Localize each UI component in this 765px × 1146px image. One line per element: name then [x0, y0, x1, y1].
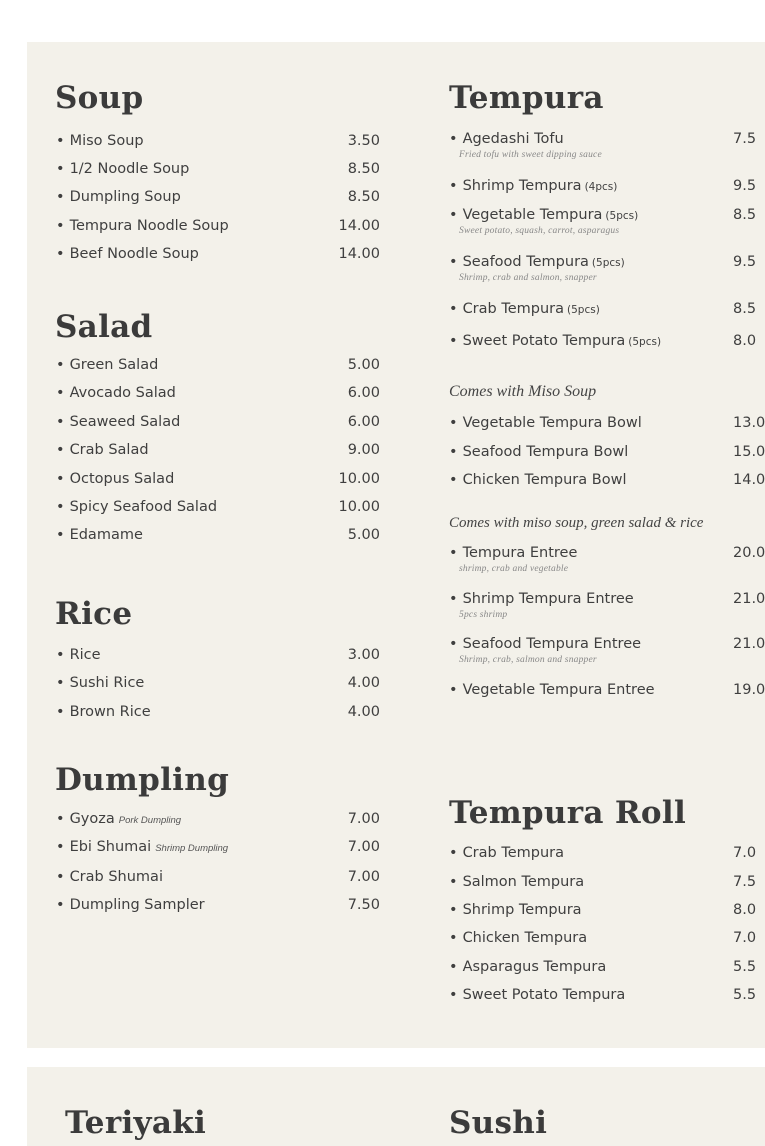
bullet-mark: •	[56, 704, 65, 720]
item-description: Shrimp, crab, salmon and snapper	[459, 655, 597, 665]
tempura-roll-heading: Tempura Roll	[449, 795, 687, 831]
menu-item	[449, 131, 564, 147]
bullet-mark: •	[56, 357, 65, 373]
item-price: 8.5	[733, 301, 757, 317]
item-price: 9.5	[733, 178, 757, 194]
item-name: Tempura Entree	[462, 545, 578, 561]
item-name: Vegetable Tempura Bowl	[462, 415, 642, 431]
bullet-mark: •	[449, 207, 458, 223]
menu-item	[449, 636, 641, 652]
item-name: Dumpling Soup	[69, 189, 181, 205]
item-price: 5.5	[733, 959, 757, 975]
menu-item	[56, 471, 174, 487]
item-price: 7.0	[733, 930, 757, 946]
item-price: 14.00	[338, 218, 380, 234]
bullet-mark: •	[449, 845, 458, 861]
menu-item	[449, 207, 638, 223]
bullet-mark: •	[56, 811, 65, 827]
item-price: 20.0	[733, 545, 765, 561]
menu-item	[449, 845, 564, 861]
bullet-mark: •	[56, 161, 65, 177]
item-name: Shrimp Tempura	[462, 178, 582, 194]
menu-item	[56, 897, 205, 913]
item-name: Shrimp Tempura	[462, 902, 582, 918]
item-price: 14.0	[733, 472, 765, 488]
menu-item	[449, 444, 628, 460]
item-name: Gyoza	[69, 811, 115, 827]
item-price: 5.00	[347, 357, 380, 373]
menu-item	[449, 415, 642, 431]
bullet-mark: •	[449, 254, 458, 270]
menu-item	[449, 333, 661, 349]
bullet-mark: •	[56, 442, 65, 458]
bullet-mark: •	[449, 902, 458, 918]
bullet-mark: •	[56, 218, 65, 234]
item-description: Sweet potato, squash, carrot, asparagus	[459, 226, 620, 236]
item-quantity: (5pcs)	[591, 257, 625, 269]
item-name: Dumpling Sampler	[69, 897, 205, 913]
item-name: Sushi Rice	[69, 675, 145, 691]
item-name: Seaweed Salad	[69, 414, 181, 430]
menu-item	[449, 178, 617, 194]
menu-item	[449, 472, 626, 488]
item-name: Crab Shumai	[69, 869, 163, 885]
item-name: Agedashi Tofu	[462, 131, 564, 147]
item-price: 3.00	[347, 647, 380, 663]
item-name: Crab Tempura	[462, 845, 565, 861]
item-name: Vegetable Tempura	[462, 207, 603, 223]
salad-heading: Salad	[55, 309, 153, 345]
item-price: 15.0	[733, 444, 765, 460]
menu-item	[449, 591, 634, 607]
item-price: 4.00	[347, 675, 380, 691]
entrees-subtitle: Comes with miso soup, green salad & rice	[449, 515, 704, 531]
bullet-mark: •	[56, 527, 65, 543]
item-price: 7.0	[733, 845, 757, 861]
item-price: 7.5	[733, 131, 757, 147]
item-price: 14.00	[338, 246, 380, 262]
item-price: 21.0	[733, 636, 765, 652]
menu-item	[56, 647, 101, 663]
item-price: 9.5	[733, 254, 757, 270]
item-price: 4.00	[347, 704, 380, 720]
item-name: Tempura Noodle Soup	[69, 218, 229, 234]
item-description: 5pcs shrimp	[459, 610, 508, 620]
menu-item	[449, 987, 625, 1003]
item-price: 8.0	[733, 333, 757, 349]
menu-item	[449, 930, 587, 946]
item-price: 7.5	[733, 874, 757, 890]
item-name: Brown Rice	[69, 704, 151, 720]
menu-item	[56, 839, 228, 855]
item-name: Seafood Tempura Entree	[462, 636, 642, 652]
bullet-mark: •	[449, 874, 458, 890]
item-name: Avocado Salad	[69, 385, 176, 401]
item-name: Green Salad	[69, 357, 159, 373]
bullet-mark: •	[56, 385, 65, 401]
item-name: 1/2 Noodle Soup	[69, 161, 190, 177]
item-price: 9.00	[347, 442, 380, 458]
bullet-mark: •	[449, 959, 458, 975]
item-price: 10.00	[338, 499, 380, 515]
menu-item	[56, 133, 144, 149]
item-description: shrimp, crab and vegetable	[459, 564, 569, 574]
item-name: Rice	[69, 647, 101, 663]
item-name: Crab Salad	[69, 442, 149, 458]
item-price: 10.00	[338, 471, 380, 487]
menu-item	[449, 874, 584, 890]
tempura-heading: Tempura	[449, 80, 604, 116]
bullet-mark: •	[56, 675, 65, 691]
item-price: 6.00	[347, 414, 380, 430]
bullet-mark: •	[449, 131, 458, 147]
item-price: 5.5	[733, 987, 757, 1003]
menu-item	[56, 218, 229, 234]
item-description: Fried tofu with sweet dipping sauce	[459, 150, 602, 160]
menu-item	[56, 414, 180, 430]
bullet-mark: •	[449, 930, 458, 946]
item-price: 5.00	[347, 527, 380, 543]
teriyaki-heading: Teriyaki	[65, 1105, 207, 1141]
menu-item	[56, 704, 151, 720]
item-price: 6.00	[347, 385, 380, 401]
menu-item	[56, 385, 176, 401]
bullet-mark: •	[56, 647, 65, 663]
bullet-mark: •	[449, 333, 458, 349]
item-price: 8.5	[733, 207, 757, 223]
menu-item	[56, 869, 163, 885]
item-name: Asparagus Tempura	[462, 959, 607, 975]
item-name: Crab Tempura	[462, 301, 565, 317]
bullet-mark: •	[449, 591, 458, 607]
bullet-mark: •	[56, 246, 65, 262]
bullet-mark: •	[449, 545, 458, 561]
bullet-mark: •	[449, 472, 458, 488]
item-name: Seafood Tempura	[462, 254, 589, 270]
item-description: Shrimp, crab and salmon, snapper	[459, 273, 597, 283]
item-name: Sweet Potato Tempura	[462, 987, 626, 1003]
bullet-mark: •	[56, 189, 65, 205]
bowls-subtitle: Comes with Miso Soup	[449, 383, 597, 400]
menu-item	[56, 811, 181, 827]
bullet-mark: •	[449, 301, 458, 317]
menu-item	[56, 189, 181, 205]
menu-item	[56, 527, 143, 543]
bullet-mark: •	[56, 869, 65, 885]
bullet-mark: •	[56, 499, 65, 515]
menu-item	[449, 682, 655, 698]
bullet-mark: •	[449, 987, 458, 1003]
item-name: Beef Noodle Soup	[69, 246, 199, 262]
menu-item	[449, 254, 625, 270]
item-quantity: (4pcs)	[584, 181, 618, 193]
menu-item	[449, 545, 577, 561]
item-name: Octopus Salad	[69, 471, 175, 487]
item-note: Pork Dumpling	[118, 815, 182, 826]
item-price: 21.0	[733, 591, 765, 607]
item-quantity: (5pcs)	[628, 336, 662, 348]
item-note: Shrimp Dumpling	[155, 843, 229, 854]
item-name: Chicken Tempura Bowl	[462, 472, 627, 488]
bullet-mark: •	[449, 444, 458, 460]
item-name: Salmon Tempura	[462, 874, 585, 890]
item-price: 8.0	[733, 902, 757, 918]
item-quantity: (5pcs)	[605, 210, 639, 222]
item-quantity: (5pcs)	[567, 304, 600, 316]
item-name: Chicken Tempura	[462, 930, 588, 946]
bullet-mark: •	[449, 636, 458, 652]
menu-item	[56, 357, 158, 373]
item-price: 7.50	[347, 897, 380, 913]
item-name: Seafood Tempura Bowl	[462, 444, 629, 460]
item-price: 13.0	[733, 415, 765, 431]
dumpling-heading: Dumpling	[55, 762, 230, 798]
menu-item	[56, 499, 217, 515]
item-price: 8.50	[347, 161, 380, 177]
menu-item	[449, 301, 600, 317]
item-price: 7.00	[347, 839, 380, 855]
menu-item	[56, 161, 189, 177]
item-name: Miso Soup	[69, 133, 144, 149]
bullet-mark: •	[56, 897, 65, 913]
bullet-mark: •	[449, 682, 458, 698]
item-price: 8.50	[347, 189, 380, 205]
menu-item	[56, 675, 144, 691]
soup-heading: Soup	[55, 80, 144, 116]
bullet-mark: •	[56, 839, 65, 855]
item-name: Ebi Shumai	[69, 839, 152, 855]
bullet-mark: •	[56, 471, 65, 487]
menu-item	[56, 442, 149, 458]
menu-item	[449, 959, 606, 975]
item-price: 19.0	[733, 682, 765, 698]
item-name: Vegetable Tempura Entree	[462, 682, 655, 698]
item-price: 7.00	[347, 811, 380, 827]
bullet-mark: •	[56, 414, 65, 430]
item-name: Sweet Potato Tempura	[462, 333, 626, 349]
item-name: Spicy Seafood Salad	[69, 499, 218, 515]
menu-item	[56, 246, 199, 262]
item-name: Edamame	[69, 527, 143, 543]
bullet-mark: •	[449, 178, 458, 194]
bullet-mark: •	[56, 133, 65, 149]
bullet-mark: •	[449, 415, 458, 431]
item-name: Shrimp Tempura Entree	[462, 591, 634, 607]
menu-item	[449, 902, 582, 918]
rice-heading: Rice	[55, 596, 133, 632]
sushi-heading: Sushi	[449, 1105, 548, 1141]
item-price: 7.00	[347, 869, 380, 885]
item-price: 3.50	[347, 133, 380, 149]
